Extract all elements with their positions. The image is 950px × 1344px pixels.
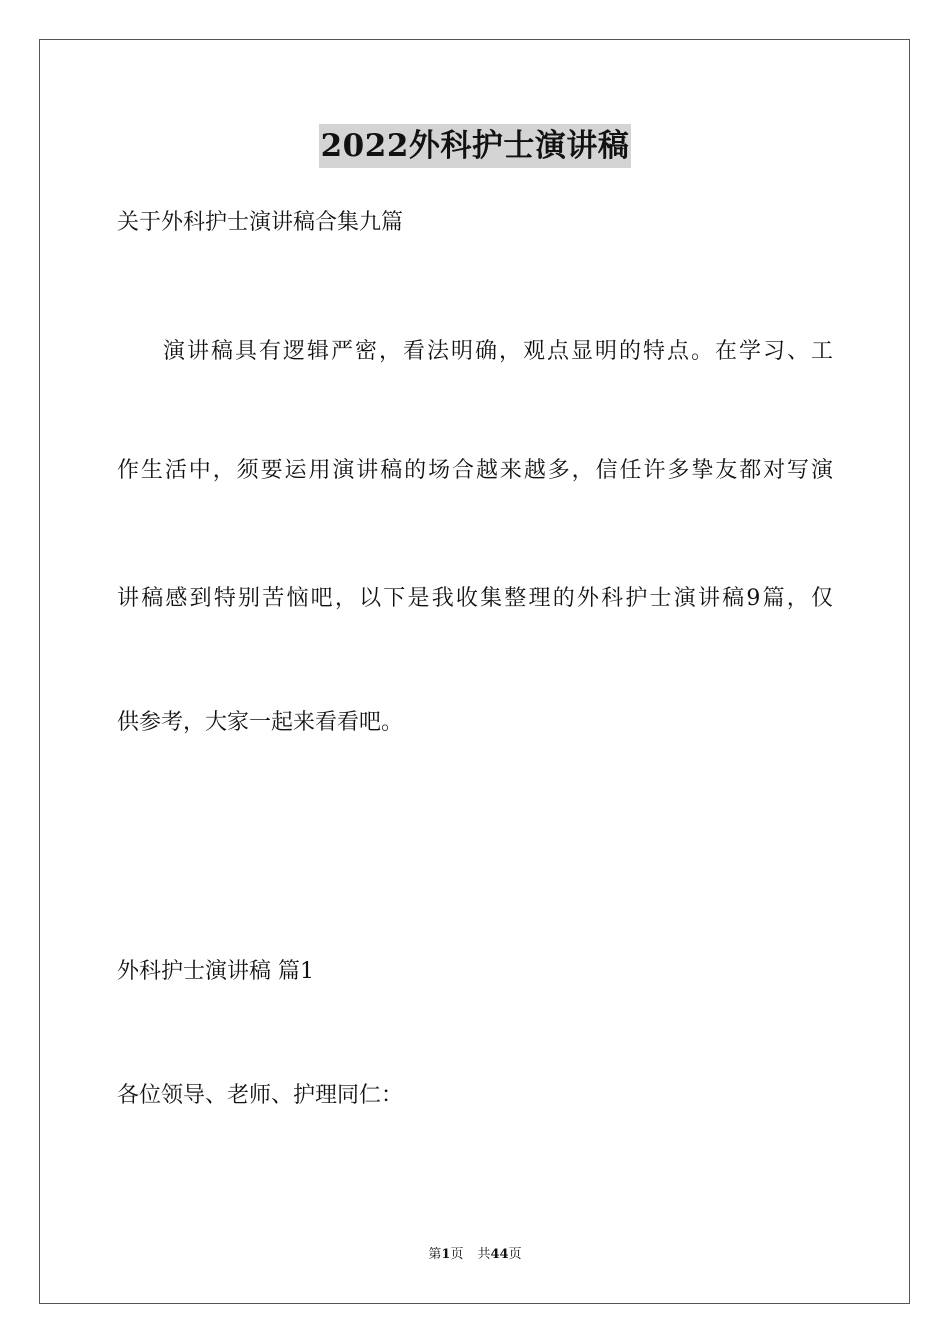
footer-page-suffix: 页 [450,1247,464,1262]
document-subtitle: 关于外科护士演讲稿合集九篇 [117,210,404,235]
title-container [0,124,950,168]
intro-line-3: 讲稿感到特别苦恼吧，以下是我收集整理的外科护士演讲稿9篇，仅 [117,586,833,611]
page-footer [0,1246,950,1264]
footer-page-number: 1 [441,1247,451,1262]
intro-line-1: 演讲稿具有逻辑严密，看法明确，观点显明的特点。在学习、工 [163,339,833,364]
salutation: 各位领导、老师、护理同仁： [117,1083,404,1108]
intro-line-4: 供参考，大家一起来看看吧。 [117,710,404,735]
intro-line-2: 作生活中，须要运用演讲稿的场合越来越多，信任许多挚友都对写演 [117,458,833,483]
document-title: 2022外科护士演讲稿 [319,124,632,168]
section-heading: 外科护士演讲稿 篇1 [117,959,314,984]
footer-total-prefix: 共 [477,1247,491,1262]
footer-total-pages: 44 [490,1247,509,1262]
footer-total-suffix: 页 [508,1247,522,1262]
footer-page-prefix: 第 [428,1247,442,1262]
